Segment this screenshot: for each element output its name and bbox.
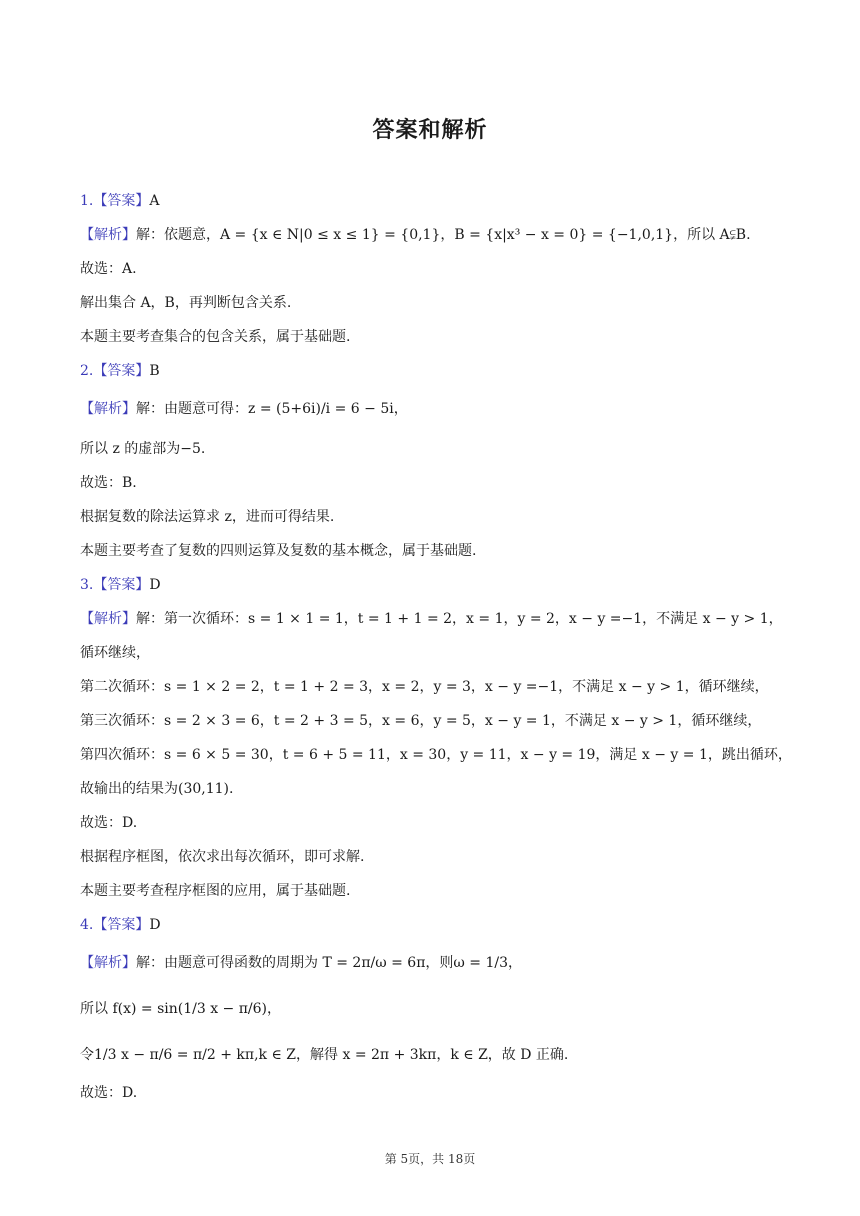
line-text: 解：第一次循环：s = 1 × 1 = 1，t = 1 + 1 = 2，x = 1，y = 2，x − y =−1，不满足 x − y > 1， [136, 611, 783, 627]
line-text: 故选：D. [80, 815, 138, 831]
text-line [80, 398, 795, 418]
answer-header: 2.【答案】 [80, 363, 150, 379]
line-text: D [149, 577, 161, 593]
line-text: A [149, 193, 160, 209]
text-line [80, 880, 795, 900]
line-text: 解出集合 A，B，再判断包含关系. [80, 295, 292, 311]
line-text: 根据程序框图，依次求出每次循环，即可求解. [80, 849, 365, 865]
analysis-header: 【解析】 [80, 401, 136, 417]
analysis-header: 【解析】 [80, 611, 136, 627]
line-text: 第二次循环：s = 1 × 2 = 2，t = 1 + 2 = 3，x = 2，y = 3，x − y =−1，不满足 x − y > 1，循环继续， [80, 679, 769, 695]
text-line [80, 224, 795, 244]
analysis-header: 【解析】 [80, 227, 136, 243]
line-text: 解：由题意可得函数的周期为 T = 2π/ω = 6π，则ω = 1/3， [136, 955, 522, 971]
line-text: 故选：A. [80, 261, 137, 277]
text-line [80, 676, 795, 696]
answer-header: 1.【答案】 [80, 193, 150, 209]
analysis-header: 【解析】 [80, 955, 136, 971]
text-line [80, 710, 795, 730]
line-text: B [149, 363, 160, 379]
line-text: 故选：B. [80, 475, 137, 491]
text-line [80, 778, 795, 798]
text-line [80, 540, 795, 560]
text-line [80, 846, 795, 866]
text-line [80, 1082, 795, 1102]
line-text: 第四次循环：s = 6 × 5 = 30，t = 6 + 5 = 11，x = 30，y = 11，x − y = 19，满足 x − y = 1，跳出循环， [80, 747, 792, 763]
text-line [80, 574, 795, 594]
line-text: 第三次循环：s = 2 × 3 = 6，t = 2 + 3 = 5，x = 6，y = 5，x − y = 1，不满足 x − y > 1，循环继续， [80, 713, 762, 729]
text-line [80, 258, 795, 278]
line-text: 故选：D. [80, 1085, 138, 1101]
line-text: 本题主要考查程序框图的应用，属于基础题. [80, 883, 351, 899]
line-text: 解：依题意，A = {x ∈ N|0 ≤ x ≤ 1} = {0,1}，B = {x|x³ − x = 0} = {−1,0,1}，所以 A⫋B. [136, 227, 751, 243]
text-line [80, 952, 795, 972]
line-text: 所以 f(x) = sin(1/3 x − π/6)， [80, 1001, 282, 1017]
text-line [80, 642, 795, 662]
line-text: 故输出的结果为(30,11). [80, 781, 234, 797]
page-title: 答案和解析 [372, 118, 488, 143]
line-text: 本题主要考查集合的包含关系，属于基础题. [80, 329, 351, 345]
line-text: 根据复数的除法运算求 z，进而可得结果. [80, 509, 335, 525]
text-line [80, 438, 795, 458]
line-text: 令1/3 x − π/6 = π/2 + kπ,k ∈ Z，解得 x = 2π + 3kπ，k ∈ Z，故 D 正确. [80, 1047, 569, 1063]
text-line [80, 998, 795, 1018]
text-line [80, 1044, 795, 1064]
line-text: 所以 z 的虚部为−5. [80, 441, 206, 457]
text-line [80, 190, 795, 210]
text-line [80, 326, 795, 346]
text-line [80, 744, 795, 764]
line-text: 本题主要考查了复数的四则运算及复数的基本概念，属于基础题. [80, 543, 477, 559]
page-footer: 第 5页，共 18页 [384, 1152, 476, 1166]
answer-header: 4.【答案】 [80, 917, 150, 933]
line-text: 循环继续， [80, 645, 150, 661]
text-line [80, 472, 795, 492]
text-line [80, 292, 795, 312]
line-text: D [149, 917, 161, 933]
text-line [80, 608, 795, 628]
answer-header: 3.【答案】 [80, 577, 150, 593]
text-line [80, 914, 795, 934]
text-line [80, 360, 795, 380]
text-line [80, 812, 795, 832]
text-line [80, 506, 795, 526]
line-text: 解：由题意可得：z = (5+6i)/i = 6 − 5i， [136, 401, 408, 417]
